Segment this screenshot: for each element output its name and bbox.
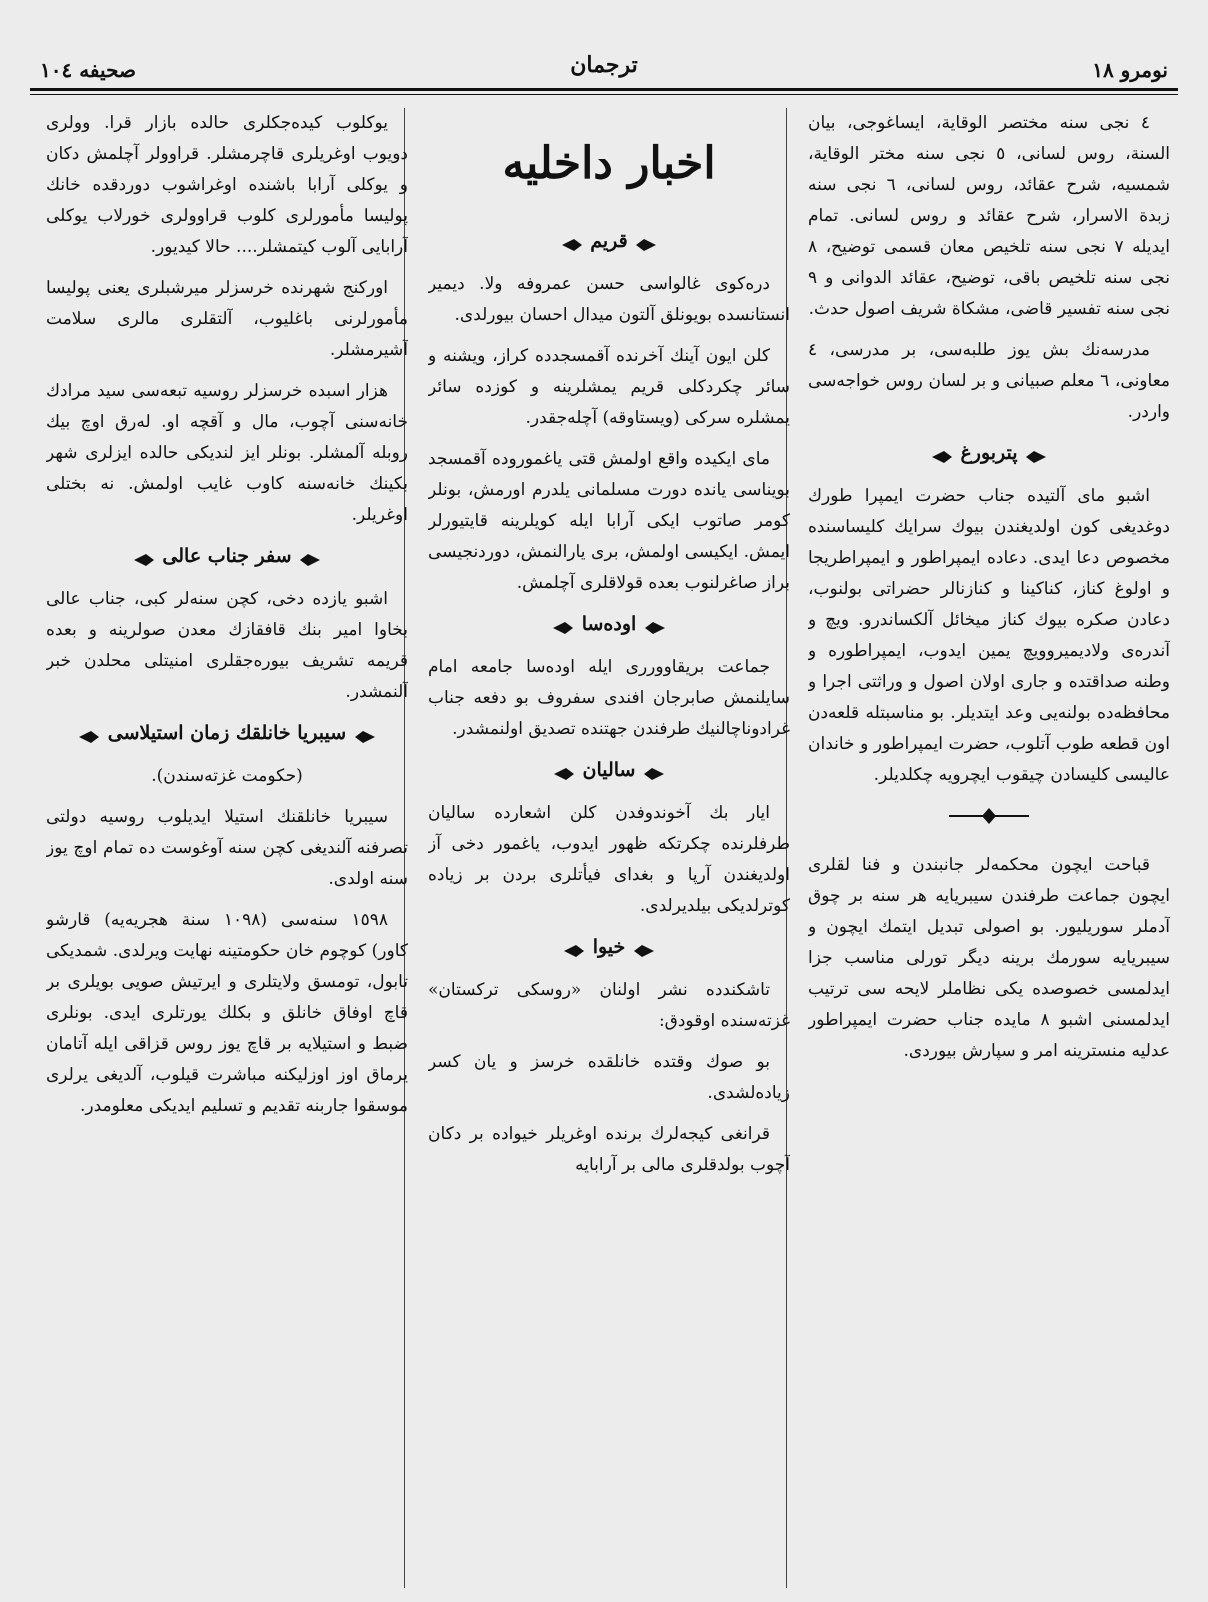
paragraph: اوركنج شهرنده خرسزلر ميرشبلری يعنی پوليسا مأمورلرنی باغليوب، آلتقلری مالری سلامت آشيرمشلر. [46,278,408,360]
paragraph: هزار اسبده خرسزلر روسيه تبعه‌سی سيد مرادك خانه‌سنی آچوب، مال و آقچه او. لەرق اوچ بيك روبله آلمشلر. بونلر ايز لنديكی حالده ايزلری شهر بكينك خانه‌سنه كاوب غايب اولمش. نه بختلی اوغريلر. [46,381,408,525]
section-title: پتربورغ [960,442,1018,464]
paragraph: سيبريا خانلقنك استيلا ايديلوب روسيه دولتی تصرفنه آلنديغی كچن سنه آوغوست ده تمام اوچ يوز سنه اولدی. [46,807,408,889]
paragraph: اشبو مای آلتيده جناب حضرت ايمپرا طورك دوغديغی كون اولديغندن بيوك سرايك كليساسنده مخصوص دعا ايدی. دعاده ايمپراطور و ايمپراطريجا و اولوغ كناز، كناكينا و كنازنالر حضراتی بولنوب، دعادن صكره بيوك كناز ميخائل آلكساندرو. ويچ و آندره‌ی ولاديميروويچ يمين ايدوب، ايمپراطوره و وطنه صداقتده و جاری اولان اصول و وراثتی اجرا و محافظه‌ده بولنه‌يی وعد ايتديلر. بو مناسبتله قلعه‌دن اون قطعه طوب آتلوب، حضرت ايمپراطور و خاندان عاليسی كليسادن چيقوب ايچرويه چكلديلر. [808,486,1170,785]
header-rule-thin [30,94,1178,95]
paragraph: اشبو يازده دخی، كچن سنه‌لر كبی، جناب عالی بخاوا امير بنك قافقازك معدن صولرينه و بعده قريمه تشريف بيوره‌جقلری امنيتلی محلدن خبر آلنمشدر. [46,589,408,702]
section-heading [428,609,790,640]
section-title: قريم [590,230,628,252]
ornament-icon [930,445,954,463]
paragraph: يوكلوب كيده‌جكلری حالده بازار قرا. وولری دويوب اوغريلری قاچرمشلر. قراوولر آچلمش دكان و يوكلی آرابا باشنده اوغراشوب دوردقده خانك پوليسا مأمورلری كلوب قراوولری خورلاب يوكلی آرابايی آلوب كيتمشلر.... حالا كيديور. [46,113,408,257]
section-title: سيبريا خانلقك زمان استيلاسی [107,722,347,744]
ornament-icon [632,939,656,957]
page-header [30,40,1178,110]
section-title: سفر جناب عالی [162,545,292,567]
paragraph: قرانغی كيجه‌لرك برنده اوغريلر خيواده بر دكان آچوب بولدقلری مالی بر آرابايه [428,1124,790,1175]
right-column [808,108,1170,1588]
issue-number: نومرو ١٨ [1092,58,1168,82]
section-title: خيوا [592,936,626,958]
section-heading [46,541,408,572]
paragraph: دره‌كوی غالواسی حسن عمروفه ولا. ديمير انستانسده بويونلق آلتون ميدال احسان بيورلدی. [428,274,790,325]
newspaper-title: ترجمان [570,52,638,78]
section-title: اوده‌سا [581,613,637,635]
paragraph: قباحت ايچون محكمه‌لر جانبندن و فنا لقلری ايچون جماعت طرفندن سيبريايه هر سنه بر چوق آدملر سوريليور. بو اصولی تبديل ايتمك ايچون و سيبريايه سورمك برينه ديگر تورلی مناسب جزا ايدلمسی خصوصده يكی نظاملر لايحه سی ترتيب ايدلمسنی اشبو ٨ مايده جناب حضرت ايمپراطور عدليه منسترينه امر و سپارش بيوردی. [808,855,1170,1061]
divider-ornament-icon [808,805,1170,836]
ornament-icon [642,762,666,780]
left-column [46,108,408,1588]
ornament-icon [1024,445,1048,463]
section-heading [428,226,790,257]
section-heading [46,718,408,749]
section-heading [428,932,790,963]
paragraph: تاشكندده نشر اولنان «روسكی تركستان» غزته‌سنده اوقودق: [428,980,790,1031]
paragraph: جماعت بريقاوورری ايله اوده‌سا جامعه امام سايلنمش صابرجان افندی سفروف بو دفعه جناب غرادوناچالنيك طرفندن جهتنده تصديق اولنمشدر. [428,657,790,739]
ornament-icon [298,548,322,566]
paragraph: بو صوك وقتده خانلقده خرسز و يان كسر زياده‌لشدی. [428,1052,790,1103]
paragraph: مای ايكيده واقع اولمش قتی ياغموروده آقمسجد بويناسی يانده دورت مسلمانی يلدرم اورمش، بونلر كومر صاتوب ايكی آرابا ايله كويلرينه قايتيورلر ايمش. ايكيسی اولمش، بری يارالنمش، دوردنجيسی براز صاغرلنوب بعده قولاقلری آچلمش. [428,449,790,593]
header-rule [30,88,1178,91]
section-heading [808,438,1170,469]
section-heading [428,755,790,786]
ornament-icon [77,725,101,743]
column-title: اخبار داخليه [502,138,716,189]
paragraph: ايار بك آخوندوفدن كلن اشعارده ساليان طرفلرنده چكرتكه ظهور ايدوب، ياغمور دخی آز اولديغندن آرپا و بغدای فيأتلری بردن بر زياده كوترلديكی بيلديرلدی. [428,803,790,916]
ornament-icon [643,616,667,634]
section-subtitle: (حكومت غزته‌سندن). [151,766,303,786]
ornament-icon [551,616,575,634]
page-number: صحيفه ١٠٤ [40,58,136,82]
ornament-icon [634,233,658,251]
paragraph: ١٥٩٨ سنه‌سی (١٠٩٨ سنة هجريه‌يه) قارشو كاور) كوچوم خان حكومتينه نهايت ويرلدی. شمديكی تابول، تومسق ولايتلری و ايرتيش صويی بويلری بر قاچ اوفاق خانلق و بكلك يورتلری ايدی. بونلری ضبط و استيلايه بر قاچ يوز روس قزاقی ايله آتامان يرماق اوز اوزليكنه مباشرت قيلوب، آلديغی يرلری موسقوا جاربنه تقديم و تسليم ايديكی معلومدر. [46,910,408,1116]
ornament-icon [560,233,584,251]
section-title: ساليان [582,759,636,781]
middle-column [428,108,790,1588]
paragraph: ٤ نجی سنه مختصر الوقاية، ايساغوجی، بيان السنة، روس لسانی، ٥ نجی سنه مختر الوقاية، شمسيه، شرح عقائد، روس لسانی، ٦ نجی سنه زبدة الاسرار، شرح عقائد و روس لسانی. تمام ايديله ٧ نجی سنه تلخيص معان قسمی توضيح، ٨ نجی سنه تلخيص باقی، توضيح، عقائد الدوانی و ٩ نجی سنه تفسير قاضی، مشكاة شريف اصول حدث. [808,113,1170,319]
ornament-icon [562,939,586,957]
ornament-icon [353,725,377,743]
paragraph: كلن ايون آينك آخرنده آقمسجدده كراز، ويشنه و سائر چكردكلی قريم يمشلرينه و كوزده سائر يمشلره سركی (ويستاوقه) آچله‌جقدر. [428,346,790,428]
ornament-icon [552,762,576,780]
ornament-icon [132,548,156,566]
paragraph: مدرسه‌نك بش يوز طلبه‌سی، بر مدرسی، ٤ معاونی، ٦ معلم صبيانی و بر لسان روس خواجه‌سی واردر. [808,340,1170,422]
